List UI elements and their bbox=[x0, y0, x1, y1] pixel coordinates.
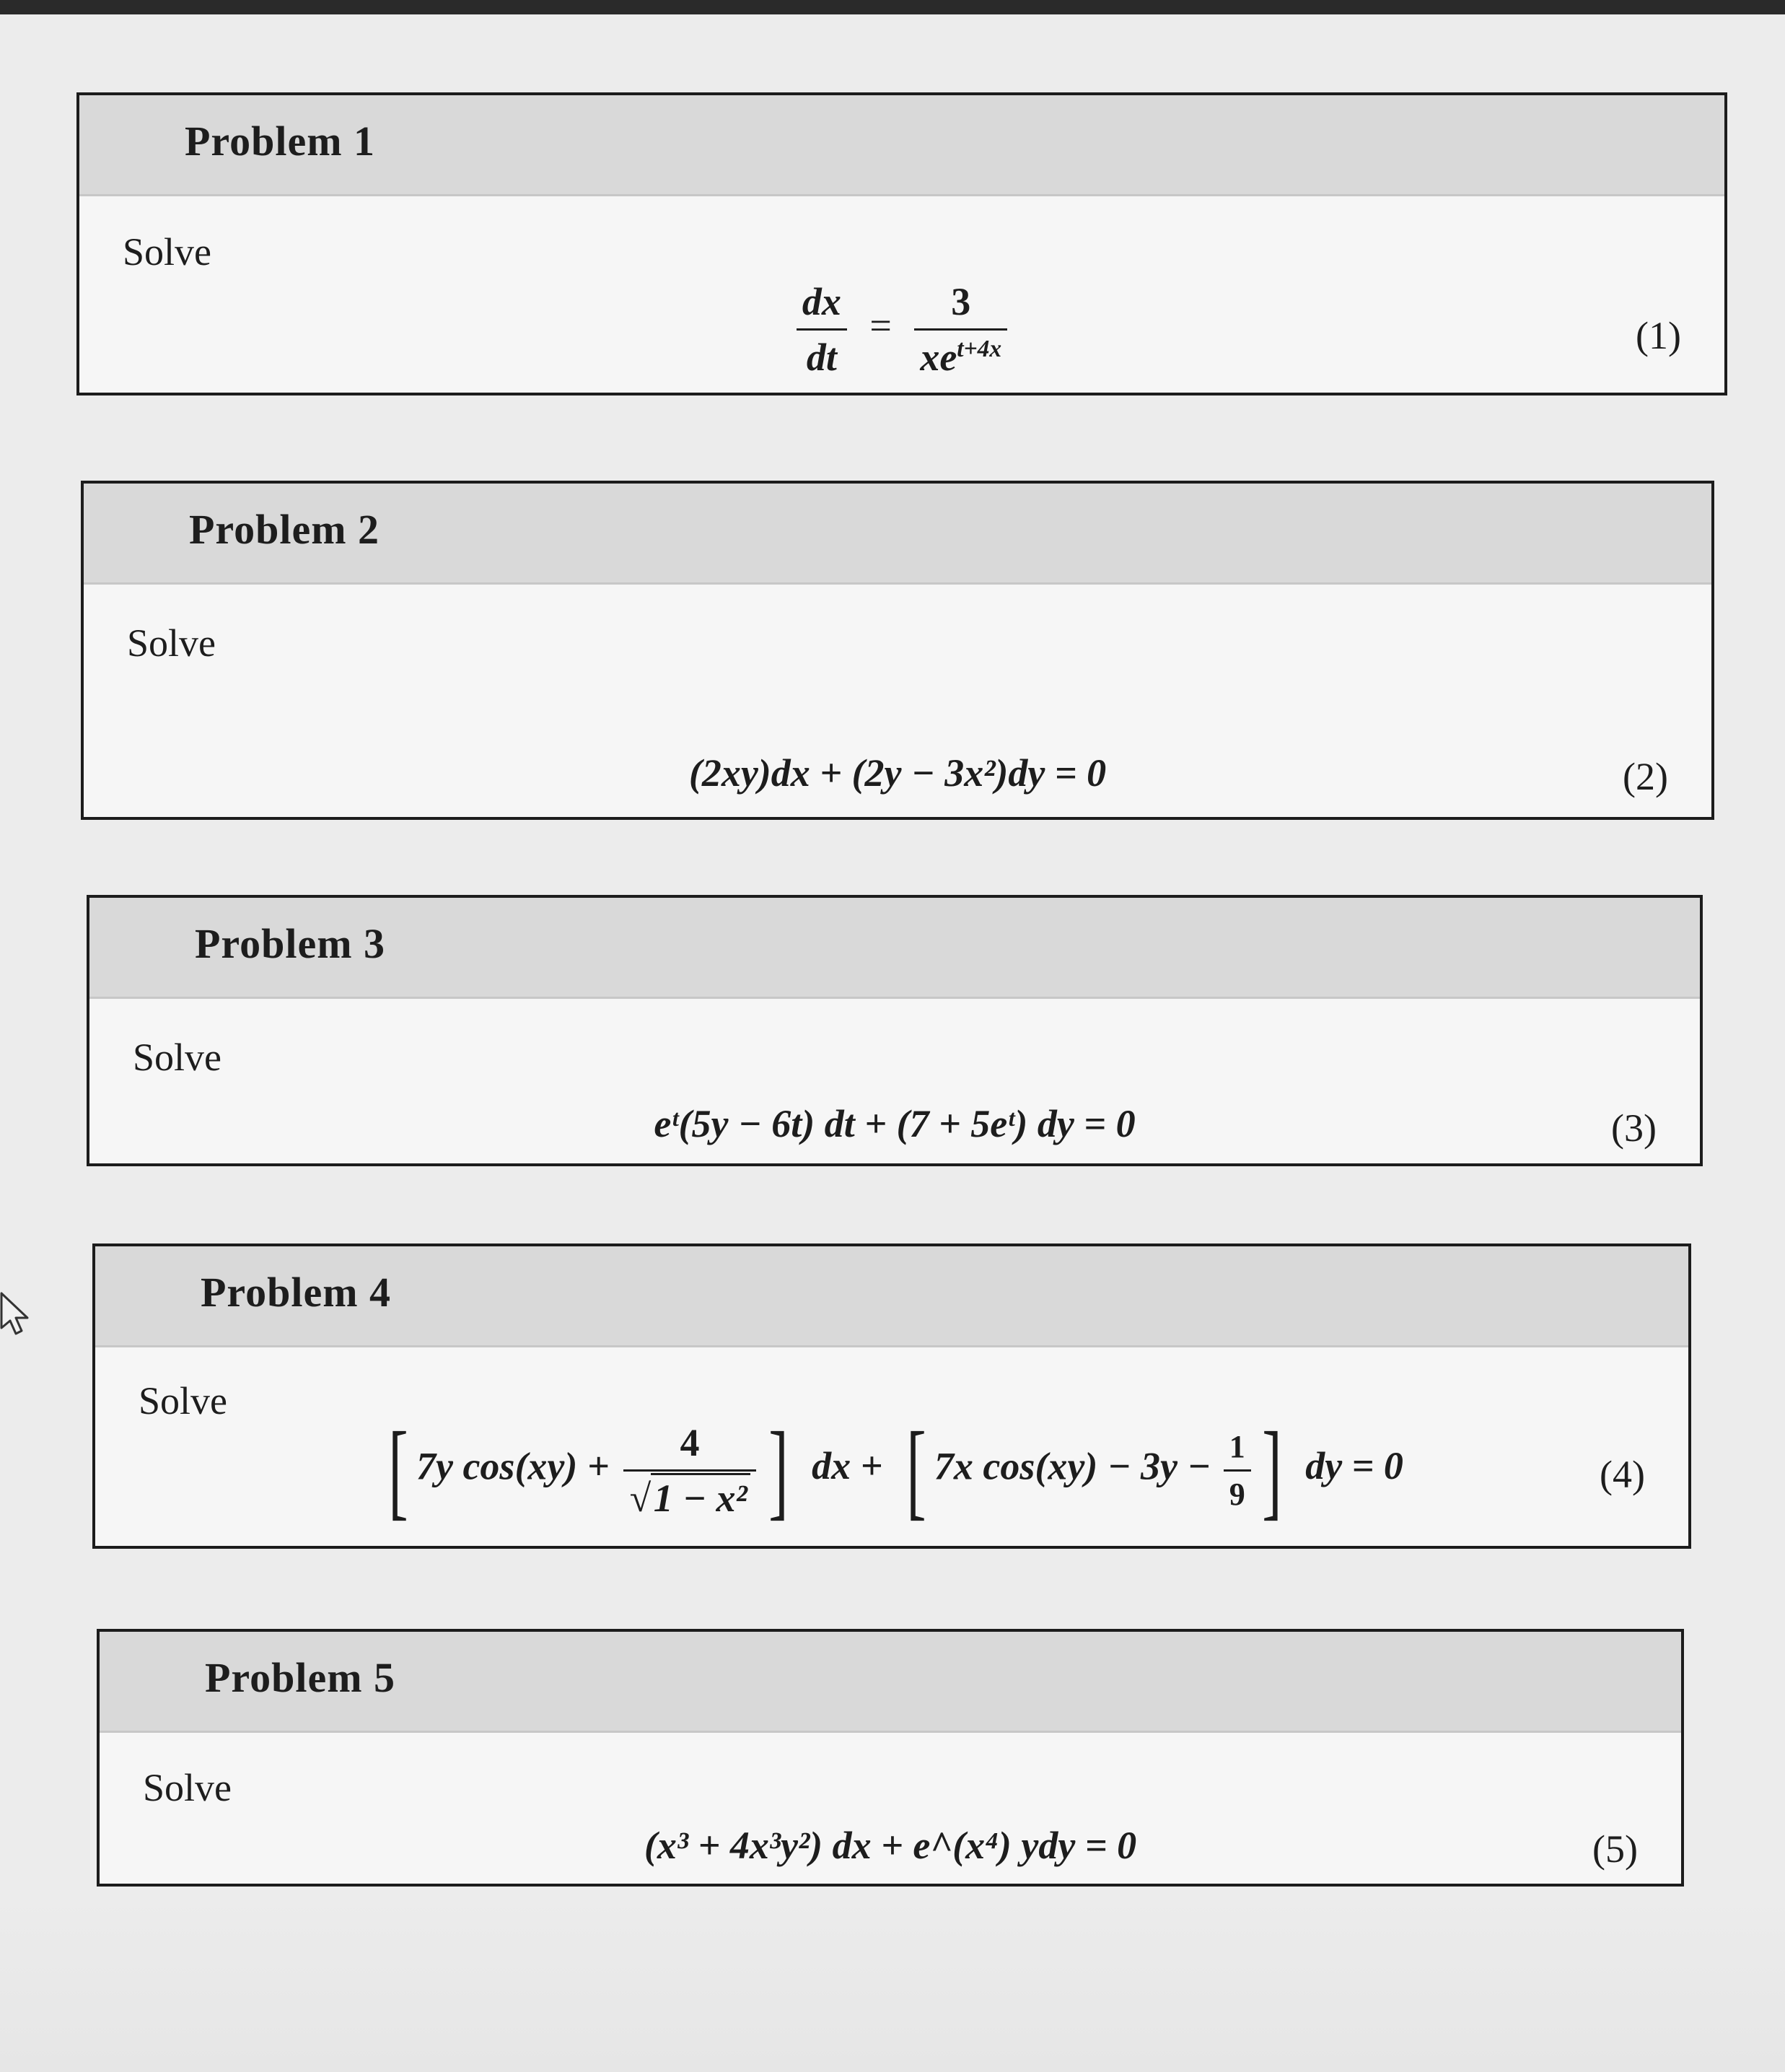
dx-dt-fraction bbox=[797, 279, 847, 380]
right-bracket: ] bbox=[1261, 1410, 1282, 1530]
equation-term-b: dx + bbox=[812, 1444, 883, 1488]
one-ninth-fraction bbox=[1224, 1428, 1251, 1513]
page-bottom-margin bbox=[0, 1891, 1785, 2072]
equation-number-4: (4) bbox=[1600, 1453, 1645, 1496]
sqrt-fraction bbox=[623, 1420, 756, 1521]
fraction-denominator: 9 bbox=[1229, 1476, 1245, 1512]
problem-2-header bbox=[84, 484, 1711, 585]
problem-4-header bbox=[95, 1246, 1688, 1347]
problem-4-prompt: Solve bbox=[139, 1379, 228, 1422]
problem-3-box bbox=[87, 895, 1703, 1166]
problem-5-box bbox=[97, 1629, 1684, 1887]
fraction-denominator: dt bbox=[806, 336, 837, 379]
fraction-denominator: √1 − x² bbox=[623, 1472, 756, 1521]
left-bracket: [ bbox=[906, 1410, 926, 1530]
problem-5-header bbox=[100, 1632, 1681, 1733]
problem-5-prompt: Solve bbox=[143, 1766, 232, 1809]
problem-3-header bbox=[89, 898, 1700, 999]
problem-2-title: Problem 2 bbox=[189, 506, 380, 553]
left-bracket: [ bbox=[388, 1410, 408, 1530]
problem-3-prompt: Solve bbox=[133, 1036, 222, 1079]
problem-4-equation bbox=[95, 1410, 1688, 1530]
problem-2-equation: (2xy)dx + (2y − 3x²)dy = 0 bbox=[688, 751, 1107, 795]
sqrt-radicand: 1 − x² bbox=[651, 1473, 750, 1520]
equation-term-d: dy = 0 bbox=[1305, 1444, 1403, 1488]
problem-1-box bbox=[76, 92, 1727, 395]
problem-2-prompt: Solve bbox=[127, 621, 216, 665]
rhs-fraction bbox=[914, 279, 1007, 380]
fraction-numerator: dx bbox=[797, 279, 847, 331]
problem-3-title: Problem 3 bbox=[195, 920, 386, 967]
equation-number-2: (2) bbox=[1623, 755, 1668, 798]
equals-sign: = bbox=[869, 303, 892, 347]
problem-1-title: Problem 1 bbox=[185, 118, 376, 165]
right-bracket: ] bbox=[768, 1410, 789, 1530]
problem-1-prompt: Solve bbox=[123, 230, 212, 274]
equation-term-a: 7y cos(xy) + bbox=[416, 1444, 610, 1488]
fraction-numerator: 1 bbox=[1224, 1428, 1251, 1472]
problem-4-box bbox=[92, 1243, 1691, 1549]
problem-1-header bbox=[79, 95, 1724, 196]
fraction-numerator: 3 bbox=[914, 279, 1007, 331]
denominator-base: xe bbox=[920, 336, 957, 379]
problem-2-box bbox=[81, 481, 1714, 820]
denominator-exponent: t+4x bbox=[957, 336, 1002, 362]
problem-5-title: Problem 5 bbox=[205, 1654, 396, 1701]
equation-term-c: 7x cos(xy) − 3y − bbox=[934, 1444, 1211, 1488]
top-dark-strip bbox=[0, 0, 1785, 14]
equation-number-5: (5) bbox=[1592, 1827, 1638, 1871]
mouse-cursor-icon bbox=[0, 1292, 32, 1338]
equation-number-3: (3) bbox=[1611, 1106, 1657, 1150]
problem-5-equation: (x³ + 4x³y²) dx + e^(x⁴) ydy = 0 bbox=[644, 1824, 1137, 1867]
problem-3-equation: eᵗ(5y − 6t) dt + (7 + 5eᵗ) dy = 0 bbox=[654, 1102, 1136, 1145]
problem-1-equation bbox=[79, 279, 1724, 380]
problem-4-title: Problem 4 bbox=[201, 1269, 392, 1316]
fraction-numerator: 4 bbox=[623, 1420, 756, 1472]
fraction-denominator bbox=[914, 331, 1007, 380]
equation-number-1: (1) bbox=[1636, 314, 1681, 357]
